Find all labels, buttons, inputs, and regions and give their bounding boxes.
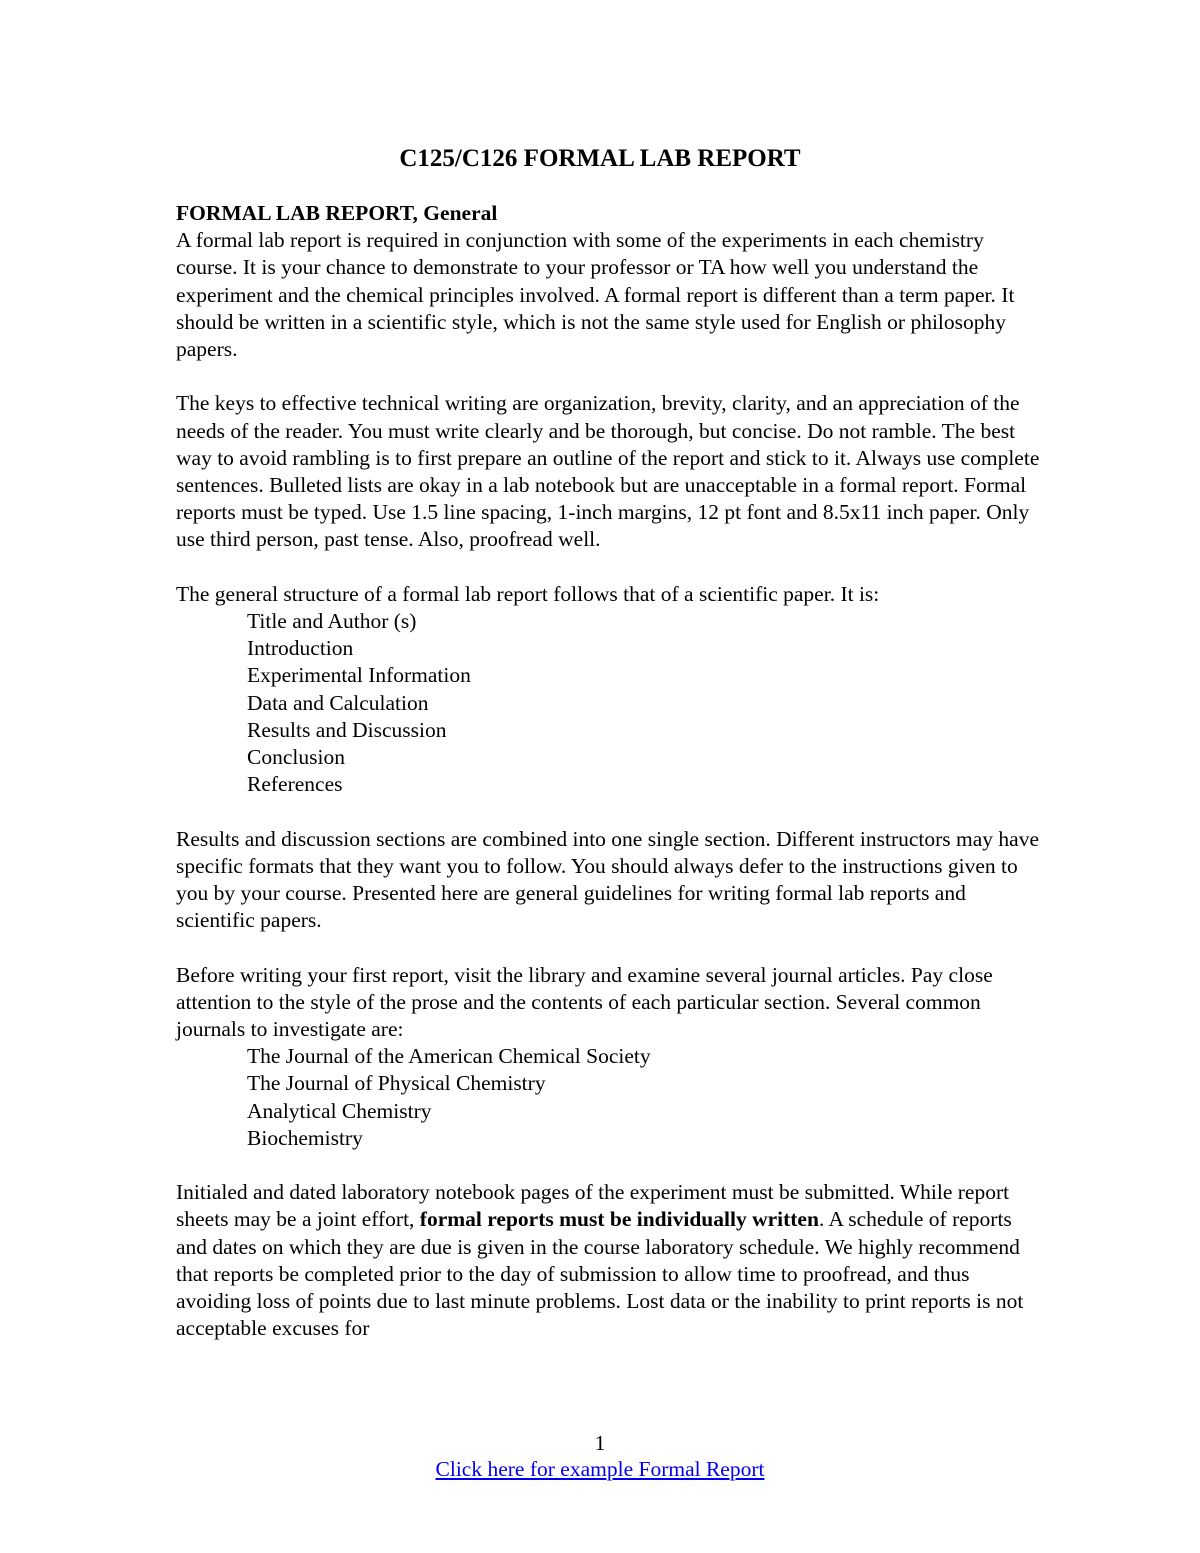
list-item: References — [247, 772, 343, 797]
example-report-link[interactable]: Click here for example Formal Report — [435, 1457, 765, 1481]
paragraph-results-discussion: Results and discussion sections are combined into one single section. Different instructors may have specific formats that they want you to follow. You should always defer to the instructions given to you by your course. Presented here are general guidelines for writing formal lab reports and scientific papers. — [176, 826, 1040, 933]
list-item: Introduction — [247, 636, 354, 661]
section-heading: FORMAL LAB REPORT, General — [176, 201, 498, 225]
list-item: Conclusion — [247, 745, 345, 770]
list-item: The Journal of the American Chemical Society — [247, 1044, 651, 1069]
document-body — [176, 200, 1046, 1342]
paragraph-submission — [176, 1179, 1046, 1342]
list-item: Data and Calculation — [247, 690, 429, 715]
submission-text-start: Initialed and dated laboratory notebook pages of the experiment must be submitted. While report sheets may be a joint effort, — [176, 1180, 1010, 1232]
list-item: Experimental Information — [247, 663, 471, 688]
submission-text-end: . A schedule of reports and dates on which they are due is given in the course laboratory schedule. We highly recommend that reports be completed prior to the day of submission to allow time to proofread, and thus avoiding loss of points due to last minute problems. Lost data or the inability to print reports is not acceptable excuses for — [176, 1207, 1024, 1341]
paragraph-intro: A formal lab report is required in conjunction with some of the experiments in each chemistry course. It is your chance to demonstrate to your professor or TA how well you understand the experiment and the chemical principles involved. A formal report is different than a term paper. It should be written in a scientific style, which is not the same style used for English or philosophy papers. — [176, 228, 1015, 362]
list-item: The Journal of Physical Chemistry — [247, 1071, 546, 1096]
paragraph-library: Before writing your first report, visit the library and examine several journal articles. Pay close attention to the style of the prose and the contents of each particular section. Several common journals to investigate are: — [176, 962, 993, 1042]
page-number: 1 — [594, 1431, 606, 1455]
list-item: Title and Author (s) — [247, 609, 417, 634]
paragraph-structure-intro: The general structure of a formal lab report follows that of a scientific paper. It is: — [176, 581, 880, 606]
footer-link-container — [0, 1456, 1200, 1483]
list-item: Biochemistry — [247, 1125, 363, 1150]
document-title: C125/C126 FORMAL LAB REPORT — [399, 145, 801, 172]
journal-list — [176, 1043, 1046, 1152]
list-item: Results and Discussion — [247, 717, 447, 742]
list-item: Analytical Chemistry — [247, 1098, 432, 1123]
submission-emphasis: formal reports must be individually written — [419, 1207, 819, 1232]
paragraph-technical-writing: The keys to effective technical writing are organization, brevity, clarity, and an appreciation of the needs of the reader. You must write clearly and be thorough, but concise. Do not ramble. The best way to avoid rambling is to first prepare an outline of the report and stick to it. Always use complete sentences. Bulleted lists are okay in a lab notebook but are unacceptable in a formal report. Formal reports must be typed. Use 1.5 line spacing, 1-inch margins, 12 pt font and 8.5x11 inch paper. Only use third person, past tense. Also, proofread well. — [176, 391, 1040, 552]
structure-list — [176, 608, 1046, 798]
